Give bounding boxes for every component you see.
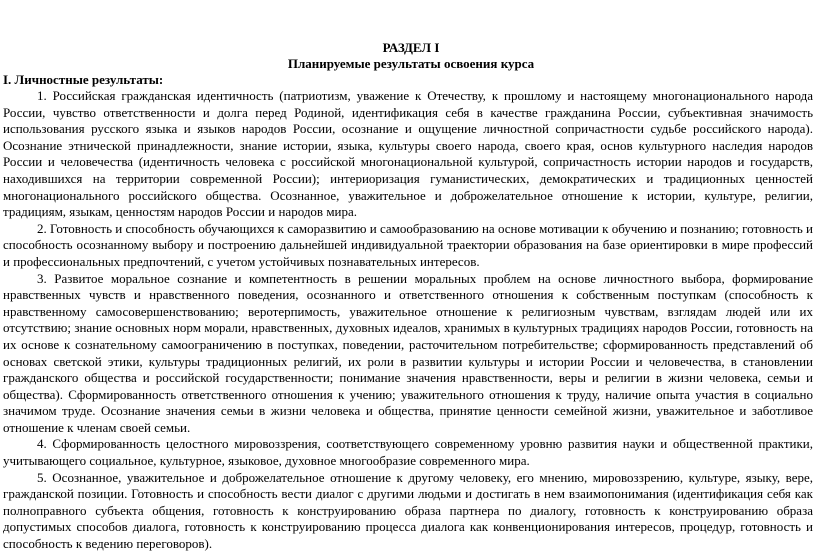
paragraph-3: 3. Развитое моральное сознание и компетентность в решении моральных проблем на основе личностного выбора, формирование нравственных чувств и нравственного поведения, осознанного и ответственного отношения к собственным поступкам (способность к нравственному самосовершенствованию; веротерпимость, уважительное отношение к религиозным чувствам, взглядам людей или их отсутствию; знание основных норм морали, нравственных, духовных идеалов, хранимых в культурных традициях народов России, готовность на их основе к сознательному самоограничению в поступках, поведении, расточительном потребительстве; сформированность представлений об основах светской этики, культуры традиционных религий, их роли в развитии культуры и истории России и человечества, в становлении гражданского общества и российской государственности; понимание значения нравственности, веры и религии в жизни человека, семьи и общества). Сформированность ответственного отношения к учению; уважительного отношения к труду, наличие опыта участия в социально значимом труде. Осознание значения семьи в жизни человека и общества, принятие ценности семейной жизни, уважительное и заботливое отношение к членам своей семьи. bbox=[3, 270, 813, 435]
section-label: РАЗДЕЛ I bbox=[382, 40, 440, 55]
subsection-title: I. Личностные результаты: bbox=[3, 72, 164, 87]
document-page bbox=[3, 40, 813, 553]
paragraph-4: 4. Сформированность целостного мировоззрения, соответствующего современному уровню развития науки и общественной практики, учитывающего социальное, культурное, языковое, духовное многообразие современного мира. bbox=[3, 436, 813, 469]
section-subtitle: Планируемые результаты освоения курса bbox=[287, 56, 535, 71]
paragraph-1: 1. Российская гражданская идентичность (патриотизм, уважение к Отечеству, к прошлому и настоящему многонационального народа России, чувство ответственности и долга перед Родиной, идентификация себя в качестве гражданина России, субъективная значимость использования русского языка и языков народов России, осознание и ощущение личностной сопричастности судьбе российского народа). Осознание этнической принадлежности, знание истории, языка, культуры своего народа, своего края, основ культурного наследия народов России и человечества (идентичность человека с российской многонациональной культурой, сопричастность истории народов и государств, находившихся на территории современной России); интериоризация гуманистических, демократических и традиционных ценностей многонационального российского общества. Осознанное, уважительное и доброжелательное отношение к истории, культуре, религии, традициям, языкам, ценностям народов России и народов мира. bbox=[3, 88, 813, 220]
paragraph-2: 2. Готовность и способность обучающихся к саморазвитию и самообразованию на основе мотивации к обучению и познанию; готовность и способность осознанному выбору и построению дальнейшей индивидуальной траектории образования на базе ориентировки в мире профессий и профессиональных предпочтений, с учетом устойчивых познавательных интересов. bbox=[3, 220, 813, 269]
paragraph-5: 5. Осознанное, уважительное и доброжелательное отношение к другому человеку, его мнению, мировоззрению, культуре, языку, вере, гражданской позиции. Готовность и способность вести диалог с другими людьми и достигать в нем взаимопонимания (идентификация себя как полноправного субъекта общения, готовность к конструированию образа партнера по диалогу, готовность к конструированию образа допустимых способов диалога, готовность к конструированию процесса диалога как конвенционирования интересов, процедур, готовность и способность к ведению переговоров). bbox=[3, 469, 813, 552]
